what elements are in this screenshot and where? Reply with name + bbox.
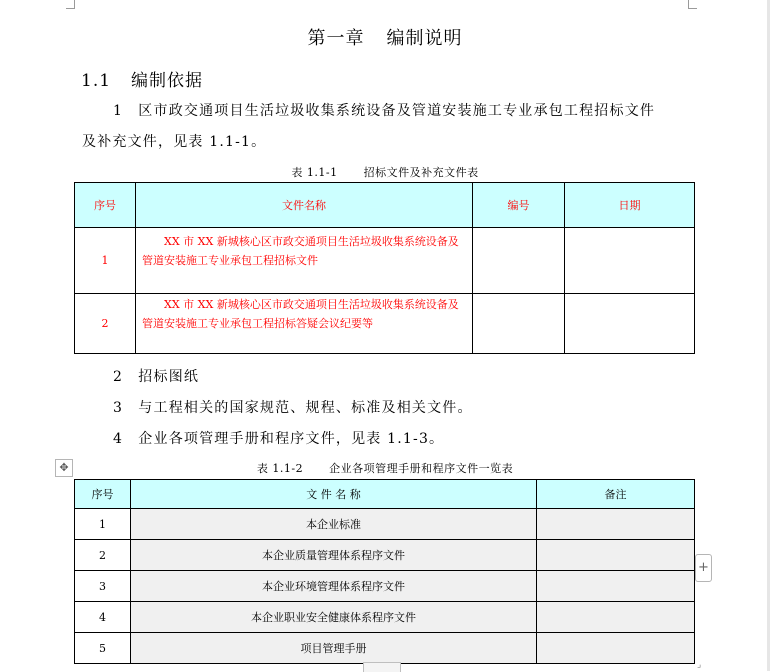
table-row [75, 294, 695, 354]
chapter-heading [0, 24, 770, 50]
table-row [75, 228, 695, 294]
table2-caption-title: 企业各项管理手册和程序文件一览表 [329, 462, 514, 475]
table1-caption-number: 表 1.1-1 [291, 166, 338, 179]
table-header-row [75, 183, 695, 228]
table-row [75, 633, 695, 664]
table-row [75, 602, 695, 633]
header-cell-index[interactable]: 序号 [75, 480, 131, 509]
cell-note[interactable] [537, 633, 695, 664]
chapter-title: 编制说明 [386, 28, 463, 49]
cell-index[interactable]: 5 [75, 633, 131, 664]
page-corner-mark-left [66, 0, 75, 9]
table-row [75, 540, 695, 571]
cell-code[interactable] [473, 294, 565, 354]
page-corner-mark-right [688, 0, 697, 9]
paragraph-1-line-1: 1 区市政交通项目生活垃圾收集系统设备及管道安装施工专业承包工程招标文件 [113, 103, 656, 119]
chapter-number: 第一章 [307, 28, 365, 49]
header-cell-date[interactable]: 日期 [565, 183, 695, 228]
paragraph-2: 2 招标图纸 [113, 369, 200, 385]
cell-index[interactable]: 4 [75, 602, 131, 633]
cell-file-name[interactable]: 项目管理手册 [131, 633, 537, 664]
cell-note[interactable] [537, 540, 695, 571]
cell-index[interactable]: 2 [75, 294, 136, 354]
header-cell-code[interactable]: 编号 [473, 183, 565, 228]
cell-note[interactable] [537, 602, 695, 633]
cell-index[interactable]: 1 [75, 228, 136, 294]
table-row [75, 571, 695, 602]
table1-caption-title: 招标文件及补充文件表 [363, 166, 479, 179]
header-cell-note[interactable]: 备注 [537, 480, 695, 509]
cell-index[interactable]: 3 [75, 571, 131, 602]
cell-file-name[interactable]: XX 市 XX 新城核心区市政交通项目生活垃圾收集系统设备及管道安装施工专业承包工程招标答疑会议纪要等 [136, 294, 473, 354]
cell-note[interactable] [537, 509, 695, 540]
table-bidding-documents [74, 182, 695, 354]
cell-note[interactable] [537, 571, 695, 602]
section-heading [81, 66, 203, 91]
table1-caption [0, 164, 770, 180]
add-row-plus-icon[interactable]: + [695, 554, 712, 582]
cell-file-name[interactable]: 本企业质量管理体系程序文件 [131, 540, 537, 571]
section-number: 1.1 [81, 71, 112, 91]
table2-caption-number: 表 1.1-2 [256, 462, 304, 475]
cell-file-name[interactable]: 本企业标准 [131, 509, 537, 540]
cell-date[interactable] [565, 228, 695, 294]
cell-code[interactable] [473, 228, 565, 294]
header-cell-index[interactable]: 序号 [75, 183, 136, 228]
cell-date[interactable] [565, 294, 695, 354]
header-cell-file-name[interactable]: 文件名称 [136, 183, 473, 228]
section-title: 编制依据 [131, 71, 203, 91]
cell-file-name[interactable]: XX 市 XX 新城核心区市政交通项目生活垃圾收集系统设备及管道安装施工专业承包工程招标文件 [136, 228, 473, 294]
header-cell-file-name[interactable]: 文 件 名 称 [131, 480, 537, 509]
paragraph-1-line-2: 及补充文件，见表 1.1-1。 [82, 134, 267, 150]
table-header-row [75, 480, 695, 509]
paragraph-3: 3 与工程相关的国家规范、规程、标准及相关文件。 [113, 400, 473, 416]
table-move-handle-icon[interactable]: ✥ [55, 459, 73, 477]
table-resize-icon[interactable]: ⌟ [697, 660, 702, 670]
paragraph-4: 4 企业各项管理手册和程序文件，见表 1.1-3。 [113, 431, 445, 447]
table-row [75, 509, 695, 540]
cell-index[interactable]: 1 [75, 509, 131, 540]
table-management-documents [74, 479, 695, 664]
cell-file-name[interactable]: 本企业职业安全健康体系程序文件 [131, 602, 537, 633]
cell-file-name[interactable]: 本企业环境管理体系程序文件 [131, 571, 537, 602]
table2-caption [0, 460, 770, 476]
cell-index[interactable]: 2 [75, 540, 131, 571]
